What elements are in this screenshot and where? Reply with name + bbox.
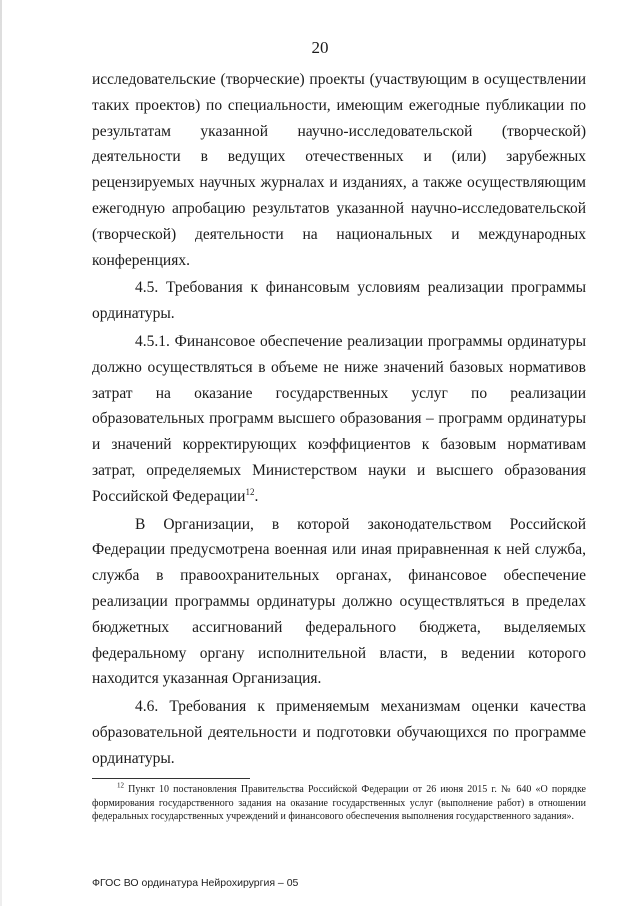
page-number: 20: [311, 38, 329, 57]
footnote-text: Пункт 10 постановления Правительства Российской Федерации от 26 июня 2015 г. № 640 «О порядке формирования государственного задания на оказание государственных услуг (выполнение работ) в отношении федеральных государственных учреждений и финансового обеспечения выполнения государственного задания».: [92, 784, 586, 822]
body-text: [92, 67, 586, 772]
paragraph-section-4-6: 4.6. Требования к применяемым механизмам оценки качества образовательной деятельности и подготовки обучающихся по программе ординатуры.: [92, 698, 586, 767]
footnote-ref: 12: [245, 486, 255, 497]
paragraph-section-4-5: 4.5. Требования к финансовым условиям реализации программы ординатуры.: [92, 279, 586, 323]
footnote-divider: [92, 778, 250, 779]
scan-edge: [0, 0, 2, 906]
footnote-marker: 12: [117, 781, 124, 790]
paragraph-military-org: В Организации, в которой законодательством Российской Федерации предусмотрена военная или иная приравненная к ней служба, служба в правоохранительных органах, финансовое обеспечение реализации программы ординатуры должно осуществляться в пределах бюджетных ассигнований федерального бюджета, выделяемых федеральному органу исполнительной власти, в ведении которого находится указанная Организация.: [92, 515, 586, 688]
page-footer: ФГОС ВО ординатура Нейрохирургия – 05: [92, 877, 299, 889]
paragraph-section-4-5-1: 4.5.1. Финансовое обеспечение реализации программы ординатуры должно осуществляться в объеме не ниже значений базовых нормативов затрат на оказание государственных услуг по реализации образовательных программ высшего образования – программ ординатуры и значений корректирующих коэффициентов к базовым нормативам затрат, определяемых Министерством науки и высшего образования Российской Федерации$^{12}$.: [92, 332, 586, 505]
paragraph-continuation: исследовательские (творческие) проекты (участвующим в осуществлении таких проектов) по специальности, имеющим ежегодные публикации по результатам указанной научно-исследовательской (творческой) деятельности в ведущих отечественных и (или) зарубежных рецензируемых научных журналах и изданиях, а также осуществляющим ежегодную апробацию результатов указанной научно-исследовательской (творческой) деятельности на национальных и международных конференциях.: [92, 71, 586, 269]
footnote: [92, 783, 586, 824]
paragraph-section-4-5-1-text: 4.5.1. Финансовое обеспечение реализации программы ординатуры должно осуществляться в объеме не ниже значений базовых нормативов затрат на оказание государственных услуг по реализации образовательных программ высшего образования – программ ординатуры и значений корректирующих коэффициентов к базовым нормативам затрат, определяемых Министерством науки и высшего образования Российской Федерации: [92, 332, 586, 505]
